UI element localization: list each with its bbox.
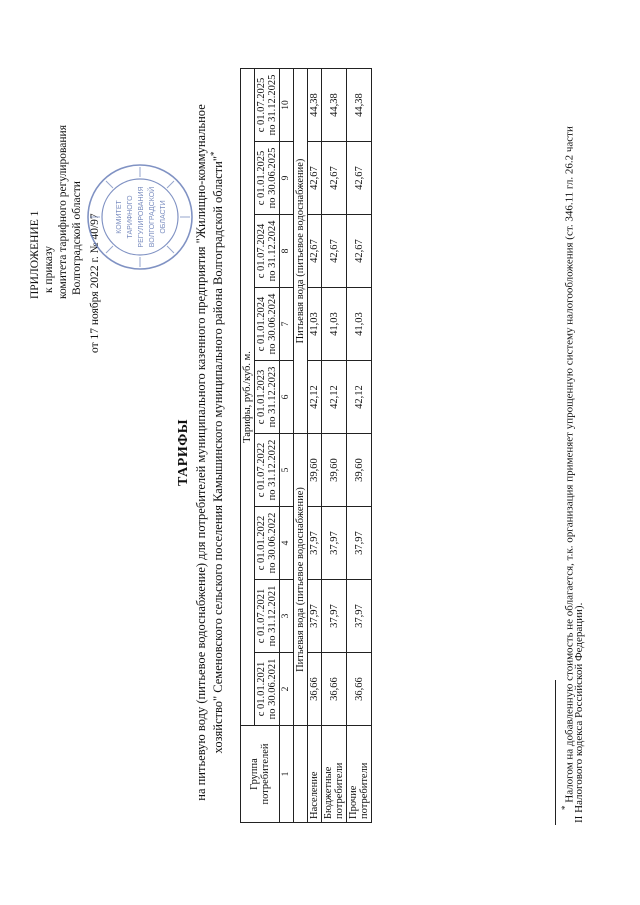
document-subtitle-2 bbox=[209, 0, 226, 905]
index-cell: 4 bbox=[280, 507, 294, 580]
tariff-cell: 42,67 bbox=[347, 142, 372, 215]
section-label-right: Питьевая вода (питьевое водоснабжение) bbox=[294, 69, 308, 434]
period-header: с 01.07.2024 по 31.12.2024 bbox=[255, 215, 280, 288]
tariff-cell: 42,12 bbox=[308, 361, 322, 434]
tariff-header: Тарифы, руб./куб. м. bbox=[241, 69, 255, 726]
tariff-cell: 37,97 bbox=[308, 580, 322, 653]
index-cell: 8 bbox=[280, 215, 294, 288]
tariff-cell: 44,38 bbox=[322, 69, 347, 142]
tariff-cell: 39,60 bbox=[308, 434, 322, 507]
period-header: с 01.01.2022 по 30.06.2022 bbox=[255, 507, 280, 580]
index-cell: 7 bbox=[280, 288, 294, 361]
tariff-cell: 37,97 bbox=[347, 507, 372, 580]
header-row-periods bbox=[255, 69, 280, 823]
tariff-cell: 41,03 bbox=[322, 288, 347, 361]
index-cell: 2 bbox=[280, 653, 294, 726]
tariff-cell: 39,60 bbox=[347, 434, 372, 507]
seal-text-2: ТАРИФНОГО bbox=[127, 195, 134, 239]
tariff-cell: 44,38 bbox=[308, 69, 322, 142]
tariff-cell: 42,12 bbox=[347, 361, 372, 434]
section-row bbox=[294, 69, 308, 823]
footnote-line-2: II Налогового кодекса Российской Федерации). bbox=[573, 602, 585, 823]
index-cell: 1 bbox=[280, 726, 294, 823]
tariff-cell: 42,12 bbox=[322, 361, 347, 434]
table-row bbox=[347, 69, 372, 823]
seal-text-5: ОБЛАСТИ bbox=[160, 200, 167, 234]
tariff-cell: 42,67 bbox=[322, 142, 347, 215]
tariff-cell: 41,03 bbox=[347, 288, 372, 361]
section-label-left: Питьевая вода (питьевое водоснабжение) bbox=[294, 434, 308, 726]
appendix-line-4: Волгоградской области bbox=[71, 181, 83, 296]
tariff-cell: 37,97 bbox=[347, 580, 372, 653]
index-cell: 10 bbox=[280, 69, 294, 142]
tariff-table bbox=[240, 68, 372, 823]
index-cell: 6 bbox=[280, 361, 294, 434]
period-header: с 01.07.2025 по 31.12.2025 bbox=[255, 69, 280, 142]
group-cell: Бюджетные потребители bbox=[322, 726, 347, 823]
subtitle-footnote-mark: * bbox=[209, 151, 219, 157]
period-header: с 01.01.2021 по 30.06.2021 bbox=[255, 653, 280, 726]
tariff-cell: 42,67 bbox=[347, 215, 372, 288]
tariff-cell: 37,97 bbox=[322, 580, 347, 653]
seal-text-3: РЕГУЛИРОВАНИЯ bbox=[138, 186, 145, 248]
tariff-cell: 42,67 bbox=[308, 142, 322, 215]
tariff-cell: 41,03 bbox=[308, 288, 322, 361]
index-cell: 3 bbox=[280, 580, 294, 653]
seal-text-4: ВОЛГОГРАДСКОЙ bbox=[149, 186, 156, 248]
seal-text-1: КОМИТЕТ bbox=[116, 200, 123, 234]
period-header: с 01.01.2024 по 30.06.2024 bbox=[255, 288, 280, 361]
index-cell: 9 bbox=[280, 142, 294, 215]
tariff-cell: 42,67 bbox=[308, 215, 322, 288]
appendix-line-1: ПРИЛОЖЕНИЕ 1 bbox=[29, 210, 41, 300]
appendix-line-2: к приказу bbox=[43, 245, 55, 294]
group-header: Группа потребителей bbox=[241, 726, 280, 823]
period-header: с 01.01.2025 по 30.06.2025 bbox=[255, 142, 280, 215]
tariff-cell: 36,66 bbox=[347, 653, 372, 726]
tariff-cell: 37,97 bbox=[322, 507, 347, 580]
period-header: с 01.07.2022 по 31.12.2022 bbox=[255, 434, 280, 507]
tariff-cell: 36,66 bbox=[308, 653, 322, 726]
appendix-line-5: от 17 ноября 2022 г. № 40/97 bbox=[89, 213, 101, 354]
table-row bbox=[322, 69, 347, 823]
index-cell: 5 bbox=[280, 434, 294, 507]
footnote-text-1: Налогом на добавленную стоимость не облагается, т.к. организация применяет упрощенную систему налогообложения (ст. 346.11 гл. 26.2 части bbox=[563, 126, 576, 803]
footnote-divider bbox=[555, 680, 556, 825]
tariff-cell: 44,38 bbox=[347, 69, 372, 142]
tariff-cell: 37,97 bbox=[308, 507, 322, 580]
document-subtitle-1: на питьевую воду (питьевое водоснабжение) для потребителей муниципального казенного предприятия "Жилищно-коммунальное bbox=[194, 104, 208, 801]
period-header: с 01.07.2021 по 31.12.2021 bbox=[255, 580, 280, 653]
period-header: с 01.01.2023 по 31.12.2023 bbox=[255, 361, 280, 434]
header-row-1 bbox=[241, 69, 255, 823]
appendix-line-3: комитета тарифного регулирования bbox=[57, 125, 69, 300]
index-row bbox=[280, 69, 294, 823]
tariff-cell: 36,66 bbox=[322, 653, 347, 726]
group-cell: Население bbox=[308, 726, 322, 823]
document-title: ТАРИФЫ bbox=[176, 419, 191, 486]
tariff-cell: 39,60 bbox=[322, 434, 347, 507]
subtitle-2-text: хозяйство" Семеновского сельского поселения Камышинского муниципального района Волгоградской области" bbox=[211, 156, 226, 754]
section-blank-cell bbox=[294, 726, 308, 823]
table-row bbox=[308, 69, 322, 823]
tariff-cell: 42,67 bbox=[322, 215, 347, 288]
group-cell: Прочие потребители bbox=[347, 726, 372, 823]
footnote-mark: * bbox=[560, 805, 570, 810]
